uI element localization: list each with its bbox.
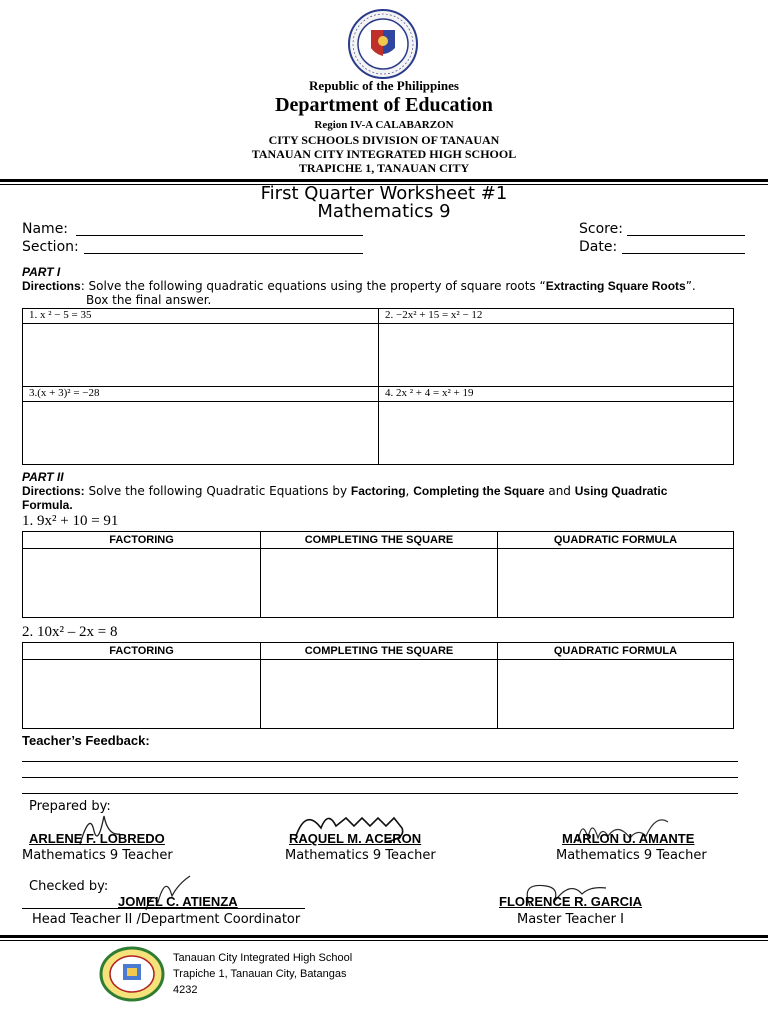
region-line: Region IV-A CALABARZON — [314, 119, 454, 131]
q2-col-formula — [498, 643, 734, 660]
footer-zip: 4232 — [173, 984, 198, 996]
q1-col-formula-label: QUADRATIC FORMULA — [553, 534, 678, 546]
q2-col-completing — [261, 643, 498, 660]
part2-directions-line2: Formula. — [22, 498, 73, 512]
feedback-line-3[interactable] — [22, 793, 738, 794]
item-4-equation: 4. 2x ² + 4 = x² + 19 — [385, 387, 474, 399]
part2-dir-a: Solve the following Quadratic Equations by — [84, 484, 351, 498]
signature-atienza — [138, 870, 198, 916]
score-field[interactable] — [627, 235, 745, 236]
q2-formula-answer[interactable] — [498, 660, 734, 729]
worksheet-title: First Quarter Worksheet #1 — [260, 183, 508, 204]
school-line: TANAUAN CITY INTEGRATED HIGH SCHOOL — [251, 147, 517, 161]
item-2-label-cell — [379, 309, 734, 324]
part2-question-1: 1. 9x² + 10 = 91 — [22, 513, 119, 529]
checker-1-signature-line — [22, 908, 305, 909]
part2-directions — [22, 484, 667, 498]
part1-directions-label: Directions — [22, 279, 81, 293]
part2-dir-c: , — [405, 484, 414, 498]
part1-directions-text: : Solve the following quadratic equations using the property of square roots “ — [80, 279, 546, 293]
section-label: Section: — [22, 239, 79, 255]
footer-divider — [0, 935, 768, 938]
name-label: Name: — [22, 221, 69, 237]
part2-dir-b: Factoring — [350, 484, 406, 498]
item-2-answer-area[interactable] — [379, 324, 734, 387]
prepared-by-label: Prepared by: — [29, 799, 111, 814]
q2-col-formula-label: QUADRATIC FORMULA — [553, 645, 678, 657]
feedback-line-2[interactable] — [22, 777, 738, 778]
footer-divider-thin — [0, 940, 768, 941]
date-field[interactable] — [622, 253, 745, 254]
q1-col-factoring-label: FACTORING — [109, 534, 174, 546]
part2-directions-label: Directions: — [22, 484, 85, 498]
q1-factoring-answer[interactable] — [23, 549, 261, 618]
preparer-3-role: Mathematics 9 Teacher — [556, 848, 707, 863]
q1-completing-answer[interactable] — [261, 549, 498, 618]
q2-col-factoring — [23, 643, 261, 660]
address-line: TRAPICHE 1, TANAUAN CITY — [298, 161, 470, 175]
q1-solution-table — [22, 531, 734, 618]
item-1-label-cell — [23, 309, 379, 324]
footer-school-name: Tanauan City Integrated High School — [173, 952, 353, 964]
item-4-label-cell — [379, 387, 734, 402]
q2-solution-table — [22, 642, 734, 729]
preparer-1-role: Mathematics 9 Teacher — [22, 848, 173, 863]
feedback-label: Teacher’s Feedback: — [22, 733, 150, 748]
deped-seal-logo — [345, 8, 421, 80]
footer-address: Trapiche 1, Tanauan City, Batangas — [173, 968, 347, 980]
checker-1-name: JOMEL C. ATIENZA — [118, 894, 238, 909]
score-label: Score: — [579, 221, 623, 237]
section-field[interactable] — [84, 253, 363, 254]
item-1-equation: 1. x ² − 5 = 35 — [29, 309, 92, 321]
q1-col-formula — [498, 532, 734, 549]
school-seal-logo — [99, 946, 165, 1002]
part2-dir-d: Completing the Square — [413, 484, 545, 498]
part1-directions — [22, 279, 696, 293]
header-divider — [0, 179, 768, 182]
preparer-1-name: ARLENE F. LOBREDO — [29, 831, 165, 846]
q2-completing-answer[interactable] — [261, 660, 498, 729]
date-label: Date: — [579, 239, 618, 255]
part2-dir-e: and — [544, 484, 575, 498]
division-line: CITY SCHOOLS DIVISION OF TANAUAN — [268, 133, 500, 147]
part1-heading: PART I — [22, 265, 61, 279]
item-4-answer-area[interactable] — [379, 402, 734, 465]
preparer-2-name: RAQUEL M. ACERON — [289, 831, 422, 846]
q1-col-completing — [261, 532, 498, 549]
item-1-answer-area[interactable] — [23, 324, 379, 387]
part1-directions-bold: Extracting Square Roots — [545, 279, 686, 293]
preparer-2-role: Mathematics 9 Teacher — [285, 848, 436, 863]
q1-formula-answer[interactable] — [498, 549, 734, 618]
part2-dir-f: Using Quadratic — [574, 484, 668, 498]
part1-directions-line2: Box the final answer. — [86, 293, 212, 307]
name-field[interactable] — [76, 235, 363, 236]
part2-heading: PART II — [22, 470, 64, 484]
q1-col-completing-label: COMPLETING THE SQUARE — [304, 534, 454, 546]
item-2-equation: 2. −2x² + 15 = x² − 12 — [385, 309, 483, 321]
part2-question-2: 2. 10x² – 2x = 8 — [22, 624, 118, 640]
q2-col-factoring-label: FACTORING — [109, 645, 174, 657]
part1-table — [22, 308, 734, 465]
republic-line: Republic of the Philippines — [309, 78, 459, 93]
feedback-line-1[interactable] — [22, 761, 738, 762]
checker-1-role: Head Teacher II /Department Coordinator — [32, 912, 301, 927]
item-3-label-cell — [23, 387, 379, 402]
checker-2-role: Master Teacher I — [517, 912, 624, 927]
department-title: Department of Education — [275, 94, 493, 116]
q2-col-completing-label: COMPLETING THE SQUARE — [304, 645, 454, 657]
item-3-equation: 3.(x + 3)² = −28 — [29, 387, 100, 399]
q1-col-factoring — [23, 532, 261, 549]
item-3-answer-area[interactable] — [23, 402, 379, 465]
checker-2-name: FLORENCE R. GARCIA — [499, 894, 642, 909]
worksheet-subject: Mathematics 9 — [317, 201, 451, 222]
preparer-3-name: MARLON U. AMANTE — [562, 831, 695, 846]
q2-factoring-answer[interactable] — [23, 660, 261, 729]
part1-directions-end: ”. — [685, 279, 696, 293]
checked-by-label: Checked by: — [29, 879, 109, 894]
